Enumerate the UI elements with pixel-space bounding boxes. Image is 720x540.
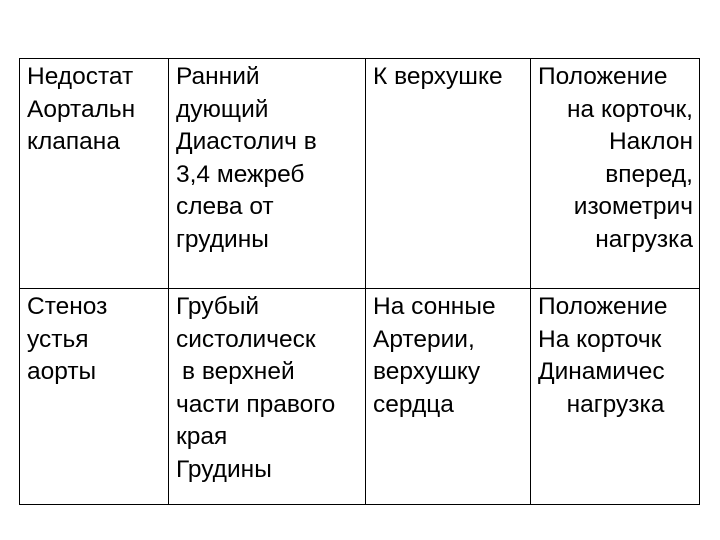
maneuver-cell — [531, 289, 700, 505]
comparison-table — [19, 58, 700, 505]
cell-line: Ранний — [176, 63, 260, 90]
cell-line: в верхней — [182, 358, 295, 385]
radiation-cell — [366, 59, 531, 289]
cell-line: сердца — [373, 390, 454, 418]
cell-line: на корточк, — [567, 95, 693, 123]
cell-line: верхушку — [373, 358, 481, 385]
cell-line: систолическ — [176, 325, 316, 353]
radiation-cell — [366, 289, 531, 505]
cell-line: Положение — [538, 293, 668, 320]
cell-line: изометрич — [573, 193, 693, 220]
cell-line: На корточк — [538, 325, 662, 353]
cell-line: Грубый — [176, 293, 260, 320]
cell-line: слева от — [176, 193, 274, 220]
cell-line: аорты — [27, 358, 97, 385]
cell-line: грудины — [176, 225, 269, 253]
cell-line: вперед, — [605, 160, 693, 188]
cell-line: Недостат — [27, 63, 134, 90]
cell-line: К верхушке — [373, 63, 503, 90]
cell-line: На сонные — [373, 293, 496, 320]
cell-line: Наклон — [608, 128, 693, 155]
cell-line: Стеноз — [27, 293, 108, 320]
cell-line: Аортальн — [27, 95, 136, 123]
cell-line: Положение — [538, 63, 668, 90]
cell-line: Динамичес — [538, 358, 665, 385]
defect-cell — [20, 59, 169, 289]
defect-cell — [20, 289, 169, 505]
murmur-cell — [169, 59, 366, 289]
cell-line: края — [176, 423, 228, 450]
maneuver-cell — [531, 59, 700, 289]
cell-line: 3,4 межреб — [176, 160, 305, 188]
cell-line: Диастолич в — [176, 128, 317, 155]
table-row — [20, 289, 700, 505]
cell-line: части правого — [176, 390, 336, 418]
cell-line: нагрузка — [595, 225, 693, 253]
table-row — [20, 59, 700, 289]
cell-line: дующий — [176, 95, 269, 123]
cell-line: Артерии, — [373, 325, 475, 353]
cell-line: Грудины — [176, 455, 272, 483]
cell-line: клапана — [27, 128, 120, 155]
cell-line: устья — [27, 325, 89, 353]
cell-line: нагрузка — [566, 390, 665, 418]
murmur-cell — [169, 289, 366, 505]
